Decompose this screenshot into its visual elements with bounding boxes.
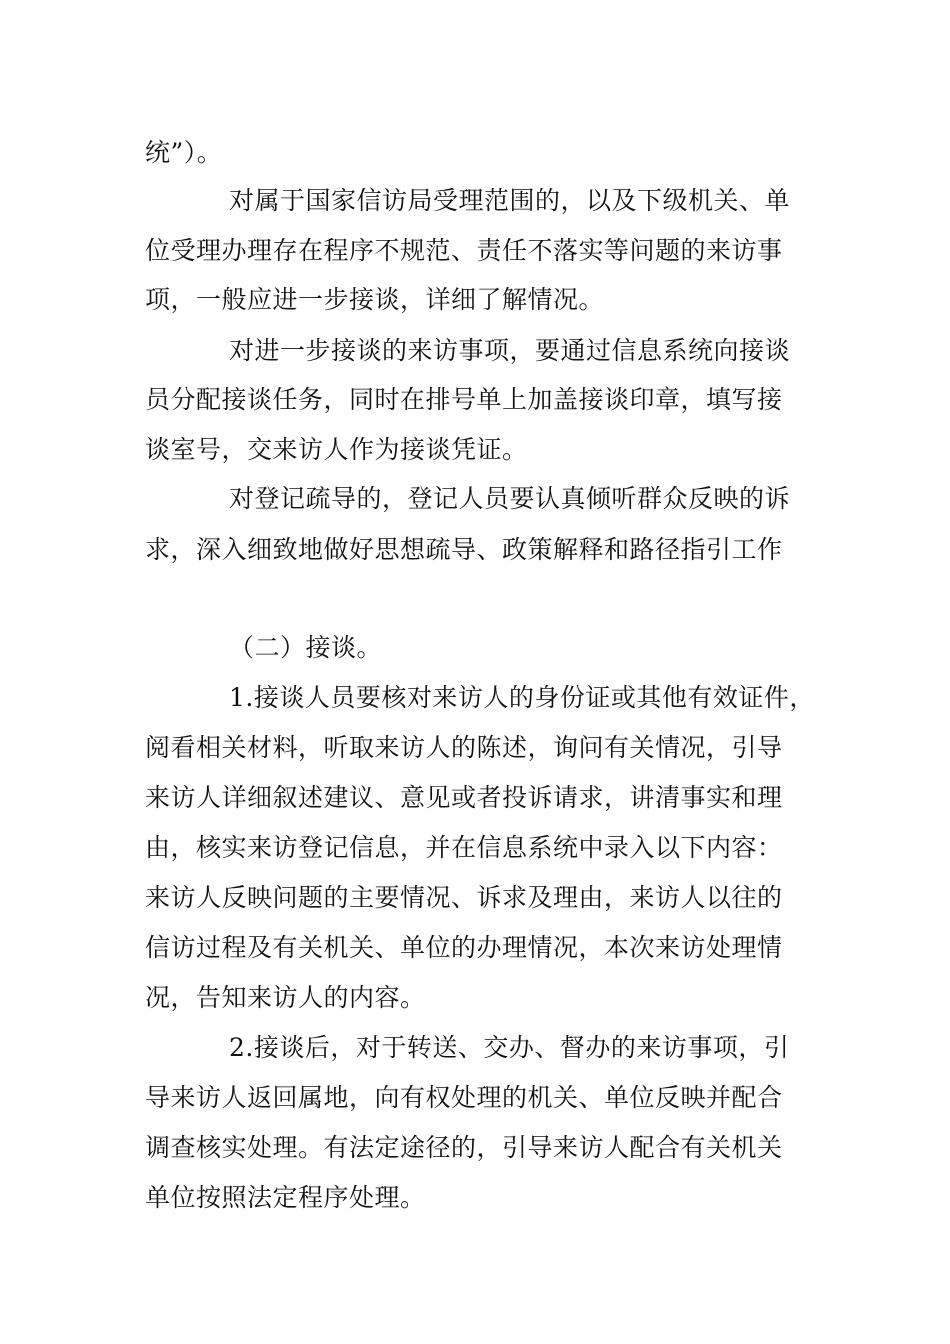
- section-heading: （二）接谈。: [229, 633, 383, 662]
- paragraph-start: 1.接谈人员要核对来访人的身份证或其他有效证件，: [229, 683, 815, 712]
- text-line: 导来访人返回属地，向有权处理的机关、单位反映并配合: [145, 1083, 783, 1112]
- text-line: 调查核实处理。有法定途径的，引导来访人配合有关机关: [145, 1133, 783, 1162]
- text-line: 信访过程及有关机关、单位的办理情况，本次来访处理情: [145, 933, 783, 962]
- paragraph-start: 对属于国家信访局受理范围的，以及下级机关、单: [229, 186, 791, 215]
- text-line: 阅看相关材料，听取来访人的陈述，询问有关情况，引导: [145, 733, 783, 762]
- text-line: 来访人详细叙述建议、意见或者投诉请求，讲清事实和理: [145, 783, 783, 812]
- paragraph-start: 2.接谈后，对于转送、交办、督办的来访事项，引: [229, 1033, 790, 1062]
- text-line: 位受理办理存在程序不规范、责任不落实等问题的来访事: [145, 236, 783, 265]
- paragraph-start: 对登记疏导的，登记人员要认真倾听群众反映的诉: [229, 484, 791, 513]
- text-line: 员分配接谈任务，同时在排号单上加盖接谈印章，填写接: [145, 385, 783, 414]
- text-line: 求，深入细致地做好思想疏导、政策解释和路径指引工作: [145, 535, 783, 564]
- text-line: 来访人反映问题的主要情况、诉求及理由，来访人以往的: [145, 883, 783, 912]
- text-line: 统”）。: [145, 138, 223, 167]
- text-line: 由，核实来访登记信息，并在信息系统中录入以下内容：: [145, 833, 783, 862]
- text-line: 况，告知来访人的内容。: [145, 983, 426, 1012]
- paragraph-start: 对进一步接谈的来访事项，要通过信息系统向接谈: [229, 336, 791, 365]
- text-line: 谈室号，交来访人作为接谈凭证。: [145, 435, 528, 464]
- text-line: 单位按照法定程序处理。: [145, 1183, 426, 1212]
- text-line: 项，一般应进一步接谈，详细了解情况。: [145, 285, 605, 314]
